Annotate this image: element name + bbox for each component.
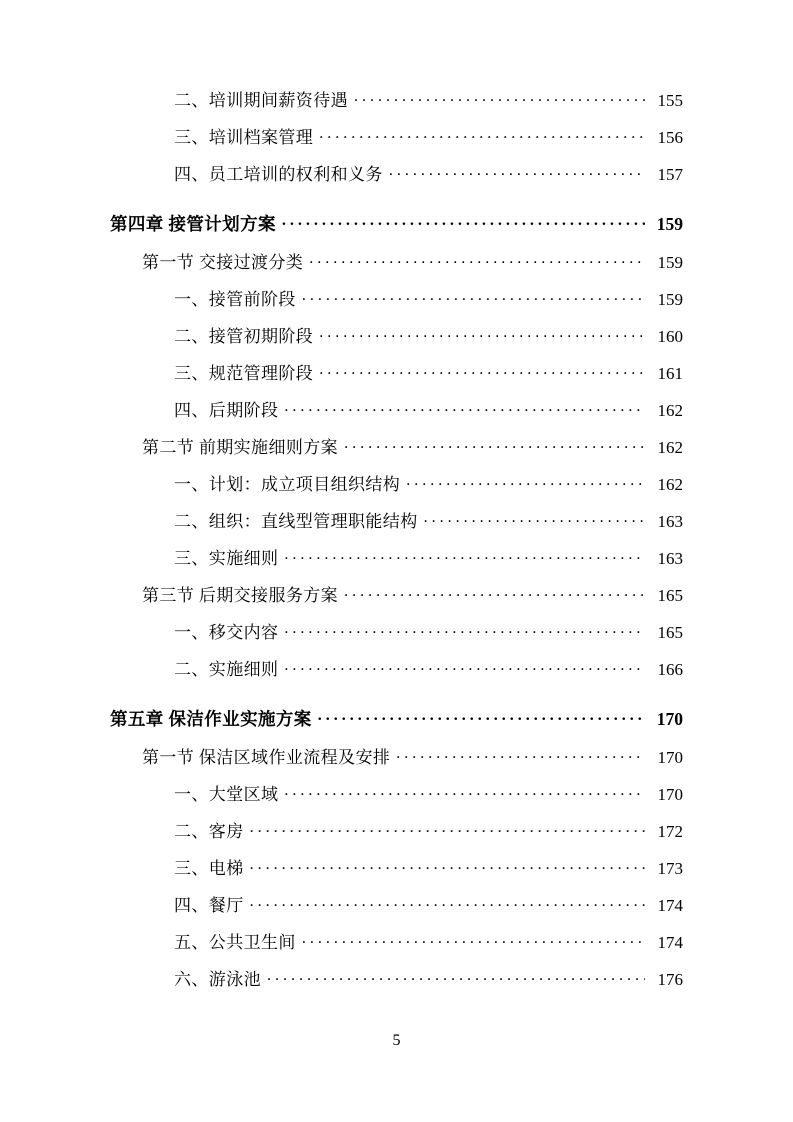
- toc-entry-page-number: 170: [657, 748, 683, 767]
- toc-entry-label: 第一节 保洁区域作业流程及安排: [142, 748, 391, 767]
- toc-entry-label: 二、实施细则: [174, 660, 279, 679]
- toc-entry[interactable]: [110, 655, 683, 692]
- toc-entry[interactable]: [110, 780, 683, 817]
- toc-entry[interactable]: [110, 965, 683, 1002]
- toc-leader-dots: [309, 251, 645, 268]
- toc-leader-dots: [250, 894, 645, 911]
- toc-entry-label: 二、客房: [174, 822, 244, 841]
- toc-entry[interactable]: [110, 743, 683, 780]
- toc-entry-label: 三、培训档案管理: [174, 128, 314, 147]
- toc-entry-page-number: 159: [657, 253, 683, 272]
- toc-leader-dots: [284, 621, 645, 638]
- toc-entry-label: 二、组织：直线型管理职能结构: [174, 512, 418, 531]
- toc-entry-page-number: 172: [657, 822, 683, 841]
- toc-leader-dots: [424, 510, 645, 527]
- toc-leader-dots: [267, 968, 645, 985]
- toc-leader-dots: [284, 783, 645, 800]
- toc-entry-label: 三、实施细则: [174, 549, 279, 568]
- toc-entry[interactable]: [110, 891, 683, 928]
- toc-entry-label: 一、大堂区域: [174, 785, 279, 804]
- toc-entry[interactable]: [110, 928, 683, 965]
- toc-leader-dots: [319, 325, 645, 342]
- toc-entry-page-number: 163: [657, 512, 683, 531]
- toc-entry-page-number: 159: [656, 214, 683, 234]
- toc-entry-page-number: 155: [657, 91, 683, 110]
- toc-entry-page-number: 174: [657, 896, 683, 915]
- toc-entry-label: 三、电梯: [174, 859, 244, 878]
- toc-entry-page-number: 174: [657, 933, 683, 952]
- toc-entry-page-number: 173: [657, 859, 683, 878]
- toc-entry-page-number: 163: [657, 549, 683, 568]
- toc-entry[interactable]: [110, 507, 683, 544]
- toc-entry-label: 三、规范管理阶段: [174, 364, 314, 383]
- toc-entry-label: 五、公共卫生间: [174, 933, 296, 952]
- toc-entry-label: 第二节 前期实施细则方案: [142, 438, 339, 457]
- toc-entry-page-number: 162: [657, 475, 683, 494]
- toc-entry[interactable]: [110, 544, 683, 581]
- toc-entry[interactable]: [110, 581, 683, 618]
- toc-entry-label: 四、餐厅: [174, 896, 244, 915]
- toc-entry-page-number: 170: [656, 709, 683, 729]
- toc-entry[interactable]: [110, 433, 683, 470]
- toc-entry-label: 一、计划：成立项目组织结构: [174, 475, 401, 494]
- toc-entry-label: 六、游泳池: [174, 970, 261, 989]
- toc-entry-label: 第三节 后期交接服务方案: [142, 586, 339, 605]
- toc-entry[interactable]: [110, 359, 683, 396]
- toc-entry[interactable]: [110, 706, 683, 743]
- toc-entry-page-number: 162: [657, 438, 683, 457]
- toc-leader-dots: [354, 89, 645, 106]
- toc-entry-page-number: 160: [657, 327, 683, 346]
- toc-leader-dots: [284, 658, 645, 675]
- toc-leader-dots: [319, 362, 645, 379]
- toc-entry-label: 第一节 交接过渡分类: [142, 253, 304, 272]
- toc-leader-dots: [302, 288, 645, 305]
- toc-entry[interactable]: [110, 211, 683, 248]
- toc-leader-dots: [284, 547, 645, 564]
- toc-entry-label: 四、员工培训的权利和义务: [174, 165, 383, 184]
- toc-entry[interactable]: [110, 470, 683, 507]
- toc-entry-page-number: 162: [657, 401, 683, 420]
- toc-entry[interactable]: [110, 248, 683, 285]
- toc-entry[interactable]: [110, 817, 683, 854]
- toc-entry-label: 二、培训期间薪资待遇: [174, 91, 348, 110]
- toc-entry-page-number: 156: [657, 128, 683, 147]
- toc-entry-label: 二、接管初期阶段: [174, 327, 314, 346]
- toc-leader-dots: [318, 708, 645, 726]
- toc-leader-dots: [284, 399, 645, 416]
- toc-entry[interactable]: [110, 396, 683, 433]
- toc-leader-dots: [282, 213, 645, 231]
- toc-entry-page-number: 176: [657, 970, 683, 989]
- toc-leader-dots: [250, 820, 645, 837]
- toc-entry[interactable]: [110, 322, 683, 359]
- toc-leader-dots: [389, 163, 645, 180]
- toc-entry-page-number: 157: [657, 165, 683, 184]
- toc-entry-page-number: 165: [657, 586, 683, 605]
- toc-leader-dots: [344, 436, 645, 453]
- toc-entry-page-number: 165: [657, 623, 683, 642]
- toc-entry-label: 第五章 保洁作业实施方案: [110, 709, 312, 729]
- toc-leader-dots: [302, 931, 645, 948]
- toc-entry[interactable]: [110, 854, 683, 891]
- toc-leader-dots: [396, 746, 645, 763]
- toc-entry-page-number: 170: [657, 785, 683, 804]
- toc-entry-label: 一、移交内容: [174, 623, 279, 642]
- toc-entry-page-number: 159: [657, 290, 683, 309]
- toc-leader-dots: [250, 857, 645, 874]
- toc-entry-page-number: 166: [657, 660, 683, 679]
- toc-entry[interactable]: [110, 285, 683, 322]
- toc-entry-label: 一、接管前阶段: [174, 290, 296, 309]
- toc-leader-dots: [319, 126, 645, 143]
- toc-entry-label: 四、后期阶段: [174, 401, 279, 420]
- table-of-contents: [110, 86, 683, 1002]
- toc-entry[interactable]: [110, 123, 683, 160]
- toc-entry[interactable]: [110, 86, 683, 123]
- toc-leader-dots: [406, 473, 645, 490]
- toc-entry-page-number: 161: [657, 364, 683, 383]
- toc-entry[interactable]: [110, 618, 683, 655]
- page-number-footer: 5: [392, 1032, 401, 1049]
- toc-entry-label: 第四章 接管计划方案: [110, 214, 276, 234]
- toc-entry[interactable]: [110, 160, 683, 197]
- toc-leader-dots: [344, 584, 645, 601]
